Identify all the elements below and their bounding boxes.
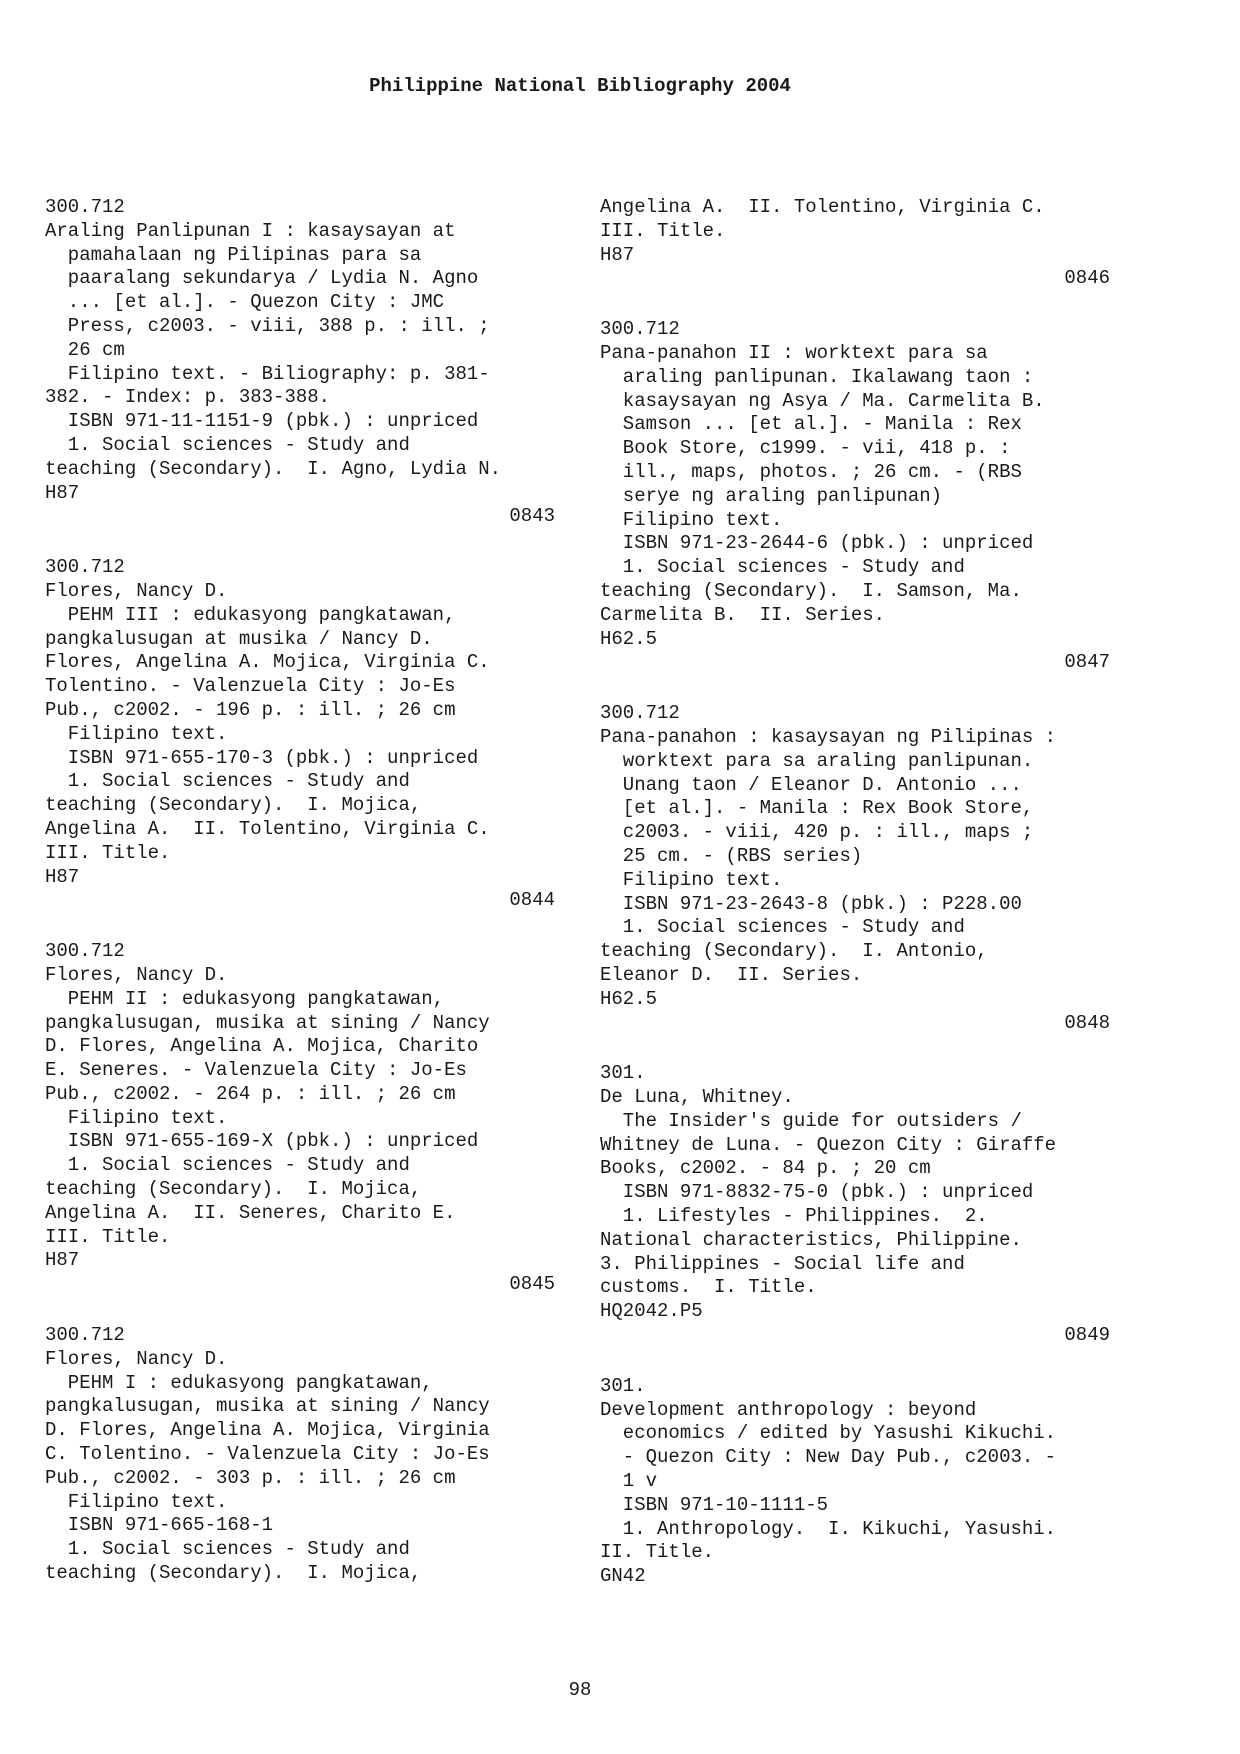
entry-line: H87: [45, 865, 80, 888]
entry-line: II. Title.: [600, 1541, 715, 1564]
entry-line: Carmelita B. II. Series.: [600, 603, 886, 626]
entry-line: Flores, Nancy D.: [45, 579, 228, 602]
entry-line: serye ng araling panlipunan): [600, 484, 943, 507]
bibliography-entry: [600, 318, 1110, 675]
entry-line: 382. - Index: p. 383-388.: [45, 386, 331, 409]
entry-line: H87: [45, 481, 80, 504]
bibliography-entry: [45, 196, 555, 529]
entry-line: Flores, Nancy D.: [45, 1347, 228, 1370]
entry-line: kasaysayan ng Asya / Ma. Carmelita B.: [600, 389, 1045, 412]
entry-line: Araling Panlipunan I : kasaysayan at: [45, 219, 456, 242]
entry-line: teaching (Secondary). I. Mojica,: [45, 794, 422, 817]
entry-line: araling panlipunan. Ikalawang taon :: [600, 365, 1034, 388]
entry-line: Books, c2002. - 84 p. ; 20 cm: [600, 1157, 931, 1180]
entry-line: D. Flores, Angelina A. Mojica, Charito: [45, 1035, 479, 1058]
entry-line: III. Title.: [45, 841, 171, 864]
entry-line: 301.: [600, 1062, 646, 1085]
entry-line: 1. Social sciences - Study and: [45, 1154, 410, 1177]
entry-line: 3. Philippines - Social life and: [600, 1252, 965, 1275]
entry-line: Book Store, c1999. - vii, 418 p. :: [600, 437, 1011, 460]
entry-line: Angelina A. II. Seneres, Charito E.: [45, 1201, 456, 1224]
entry-line: H87: [45, 1249, 80, 1272]
entry-line: pangkalusugan, musika at sining / Nancy: [45, 1011, 490, 1034]
entry-line: National characteristics, Philippine.: [600, 1228, 1022, 1251]
entry-line: 300.712: [45, 1324, 125, 1347]
bibliography-entry: [45, 940, 555, 1297]
entry-line: ISBN 971-10-1111-5: [600, 1493, 829, 1516]
entry-line: 1. Anthropology. I. Kikuchi, Yasushi.: [600, 1517, 1057, 1540]
entry-number: 0848: [1064, 1011, 1110, 1034]
entry-line: teaching (Secondary). I. Mojica,: [45, 1178, 422, 1201]
entry-line: Flores, Angelina A. Mojica, Virginia C.: [45, 651, 490, 674]
entry-line: Press, c2003. - viii, 388 p. : ill. ;: [45, 314, 490, 337]
entry-line: economics / edited by Yasushi Kikuchi.: [600, 1422, 1057, 1445]
bibliography-entry: [600, 1375, 1110, 1589]
entry-number: 0847: [1064, 651, 1110, 674]
entry-line: teaching (Secondary). I. Agno, Lydia N.: [45, 457, 502, 480]
entry-line: pangkalusugan, musika at sining / Nancy: [45, 1395, 490, 1418]
entry-line: pangkalusugan at musika / Nancy D.: [45, 627, 433, 650]
entry-number: 0846: [1064, 267, 1110, 290]
entry-line: Filipino text.: [600, 508, 783, 531]
entry-line: 1. Social sciences - Study and: [600, 556, 965, 579]
entry-number: 0845: [509, 1273, 555, 1296]
entry-line: 26 cm: [45, 338, 125, 361]
entry-line: D. Flores, Angelina A. Mojica, Virginia: [45, 1419, 490, 1442]
entry-line: H62.5: [600, 987, 658, 1010]
bibliography-entry: [45, 556, 555, 913]
page-title: Philippine National Bibliography 2004: [369, 75, 791, 97]
entry-line: ISBN 971-655-169-X (pbk.) : unpriced: [45, 1130, 479, 1153]
entry-line: H87: [600, 243, 635, 266]
entry-line: 300.712: [45, 940, 125, 963]
entry-line: Development anthropology : beyond: [600, 1398, 977, 1421]
entry-line: Pana-panahon : kasaysayan ng Pilipinas :: [600, 725, 1057, 748]
entry-line: Pub., c2002. - 303 p. : ill. ; 26 cm: [45, 1466, 456, 1489]
bibliography-entry: [600, 702, 1110, 1035]
entry-number: 0849: [1064, 1324, 1110, 1347]
entry-line: ... [et al.]. - Quezon City : JMC: [45, 291, 445, 314]
entry-line: Angelina A. II. Tolentino, Virginia C.: [45, 817, 490, 840]
entry-line: 25 cm. - (RBS series): [600, 844, 863, 867]
entry-line: Pub., c2002. - 264 p. : ill. ; 26 cm: [45, 1082, 456, 1105]
entry-number: 0844: [509, 889, 555, 912]
entry-line: [et al.]. - Manila : Rex Book Store,: [600, 797, 1034, 820]
entry-line: HQ2042.P5: [600, 1300, 703, 1323]
entry-line: 300.712: [45, 196, 125, 218]
entry-line: teaching (Secondary). I. Mojica,: [45, 1562, 422, 1585]
bibliography-entry: [45, 1324, 555, 1586]
entry-line: C. Tolentino. - Valenzuela City : Jo-Es: [45, 1443, 490, 1466]
entry-line: 1. Lifestyles - Philippines. 2.: [600, 1205, 988, 1228]
entry-line: Filipino text.: [45, 1106, 228, 1129]
entry-line: teaching (Secondary). I. Antonio,: [600, 940, 988, 963]
entry-line: customs. I. Title.: [600, 1276, 817, 1299]
entry-line: 301.: [600, 1374, 646, 1397]
page-number: 98: [568, 1679, 592, 1701]
entry-line: Angelina A. II. Tolentino, Virginia C.: [600, 196, 1045, 218]
entry-line: 300.712: [600, 702, 680, 725]
entry-line: ISBN 971-665-168-1: [45, 1514, 274, 1537]
entry-line: GN42: [600, 1565, 646, 1588]
entry-line: Filipino text.: [45, 1490, 228, 1513]
entry-line: ill., maps, photos. ; 26 cm. - (RBS: [600, 460, 1022, 483]
entry-line: 1. Social sciences - Study and: [45, 770, 410, 793]
entry-line: 1. Social sciences - Study and: [600, 916, 965, 939]
entry-line: - Quezon City : New Day Pub., c2003. -: [600, 1446, 1057, 1469]
entry-line: 1 v: [600, 1470, 658, 1493]
entry-line: worktext para sa araling panlipunan.: [600, 749, 1034, 772]
entry-line: Whitney de Luna. - Quezon City : Giraffe: [600, 1133, 1057, 1156]
entry-line: III. Title.: [45, 1225, 171, 1248]
entry-line: The Insider's guide for outsiders /: [600, 1109, 1022, 1132]
entry-line: PEHM II : edukasyong pangkatawan,: [45, 987, 445, 1010]
entry-line: Samson ... [et al.]. - Manila : Rex: [600, 413, 1022, 436]
entry-line: ISBN 971-11-1151-9 (pbk.) : unpriced: [45, 410, 479, 433]
bibliography-entry: [600, 1062, 1110, 1348]
entry-line: E. Seneres. - Valenzuela City : Jo-Es: [45, 1059, 467, 1082]
entry-line: Tolentino. - Valenzuela City : Jo-Es: [45, 675, 456, 698]
entry-line: PEHM I : edukasyong pangkatawan,: [45, 1371, 433, 1394]
entry-line: ISBN 971-23-2643-8 (pbk.) : P228.00: [600, 892, 1022, 915]
entry-line: c2003. - viii, 420 p. : ill., maps ;: [600, 821, 1034, 844]
entry-line: Filipino text.: [45, 722, 228, 745]
entry-line: Eleanor D. II. Series.: [600, 963, 863, 986]
entry-line: H62.5: [600, 627, 658, 650]
entry-line: ISBN 971-655-170-3 (pbk.) : unpriced: [45, 746, 479, 769]
entry-line: teaching (Secondary). I. Samson, Ma.: [600, 579, 1022, 602]
entry-line: Flores, Nancy D.: [45, 963, 228, 986]
entry-line: Pub., c2002. - 196 p. : ill. ; 26 cm: [45, 698, 456, 721]
entry-line: PEHM III : edukasyong pangkatawan,: [45, 603, 456, 626]
entry-line: Pana-panahon II : worktext para sa: [600, 341, 988, 364]
entry-line: 300.712: [45, 556, 125, 579]
entry-line: 300.712: [600, 318, 680, 341]
entry-line: Filipino text.: [600, 868, 783, 891]
entry-line: pamahalaan ng Pilipinas para sa: [45, 243, 422, 266]
entry-line: 1. Social sciences - Study and: [45, 1538, 410, 1561]
entry-line: Filipino text. - Biliography: p. 381-: [45, 362, 490, 385]
entry-line: paaralang sekundarya / Lydia N. Agno: [45, 267, 479, 290]
entry-line: De Luna, Whitney.: [600, 1086, 794, 1109]
entry-line: Unang taon / Eleanor D. Antonio ...: [600, 773, 1022, 796]
right-column: [600, 196, 1110, 1616]
entry-line: III. Title.: [600, 219, 726, 242]
entry-line: 1. Social sciences - Study and: [45, 433, 410, 456]
entry-line: ISBN 971-23-2644-6 (pbk.) : unpriced: [600, 532, 1034, 555]
left-column: [45, 196, 555, 1613]
entry-line: ISBN 971-8832-75-0 (pbk.) : unpriced: [600, 1181, 1034, 1204]
entry-number: 0843: [509, 505, 555, 528]
bibliography-entry: [600, 196, 1110, 291]
